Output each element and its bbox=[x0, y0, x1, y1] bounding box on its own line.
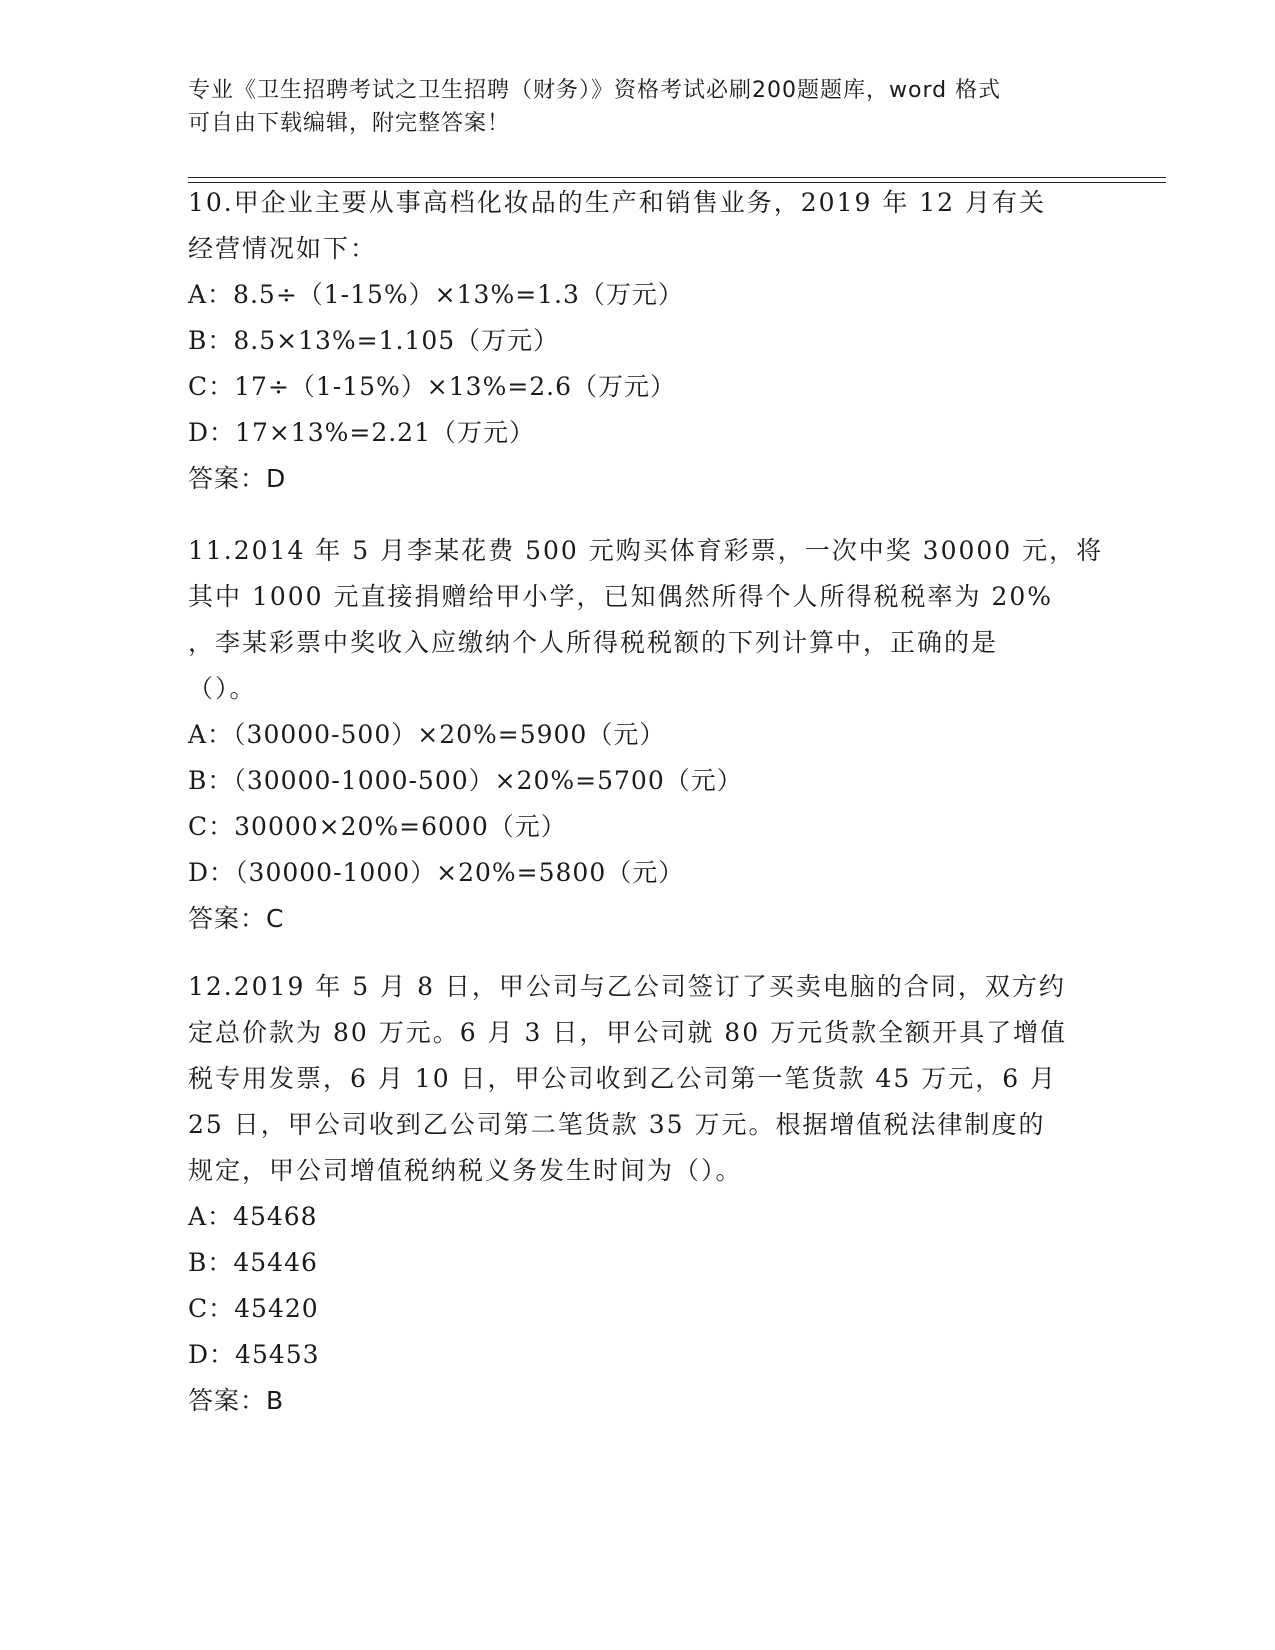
option-c: C：30000×20%=6000（元） bbox=[188, 812, 567, 841]
option-b: B：45446 bbox=[188, 1248, 318, 1277]
stem-line: 经营情况如下： bbox=[188, 234, 378, 263]
option-d: D：45453 bbox=[188, 1340, 320, 1369]
option-b: B：8.5×13%=1.105（万元） bbox=[188, 326, 560, 355]
stem-line: 税专用发票，6 月 10 日，甲公司收到乙公司第一笔货款 45 万元，6 月 bbox=[188, 1064, 1058, 1093]
stem-line: 规定，甲公司增值税纳税义务发生时间为（）。 bbox=[188, 1156, 743, 1185]
option-c: C：45420 bbox=[188, 1294, 319, 1323]
option-a: A：45468 bbox=[188, 1202, 318, 1231]
answer-key: 答案：C bbox=[188, 904, 285, 933]
option-b: B：（30000-1000-500）×20%=5700（元） bbox=[188, 766, 743, 795]
question-stem bbox=[188, 964, 1088, 1194]
option-d: D：17×13%=2.21（万元） bbox=[188, 418, 535, 447]
question-stem bbox=[188, 180, 1088, 272]
option-a: A：（30000-500）×20%=5900（元） bbox=[188, 720, 666, 749]
document-header bbox=[188, 74, 1068, 140]
option-c: C：17÷（1-15%）×13%=2.6（万元） bbox=[188, 372, 677, 401]
question-12 bbox=[188, 964, 1088, 1424]
stem-line: 25 日，甲公司收到乙公司第二笔货款 35 万元。根据增值税法律制度的 bbox=[188, 1110, 1046, 1139]
answer-key: 答案：D bbox=[188, 464, 287, 493]
stem-line: 10.甲企业主要从事高档化妆品的生产和销售业务，2019 年 12 月有关 bbox=[188, 188, 1047, 217]
header-title-line-1: 专业《卫生招聘考试之卫生招聘（财务）》资格考试必刷200题题库，word 格式 bbox=[188, 78, 1002, 103]
stem-line: ，李某彩票中奖收入应缴纳个人所得税税额的下列计算中，正确的是 bbox=[188, 628, 999, 657]
stem-line: 12.2019 年 5 月 8 日，甲公司与乙公司签订了买卖电脑的合同，双方约 bbox=[188, 972, 1066, 1001]
stem-line: 定总价款为 80 万元。6 月 3 日，甲公司就 80 万元货款全额开具了增值 bbox=[188, 1018, 1068, 1047]
question-10 bbox=[188, 180, 1088, 502]
option-a: A：8.5÷（1-15%）×13%=1.3（万元） bbox=[188, 280, 684, 309]
option-d: D：（30000-1000）×20%=5800（元） bbox=[188, 858, 685, 887]
stem-line: 其中 1000 元直接捐赠给甲小学，已知偶然所得个人所得税税率为 20% bbox=[188, 582, 1054, 611]
stem-line: 11.2014 年 5 月李某花费 500 元购买体育彩票，一次中奖 30000 元，将 bbox=[188, 536, 1104, 565]
header-divider-top bbox=[188, 177, 1166, 178]
question-11 bbox=[188, 528, 1104, 942]
header-title-line-2: 可自由下载编辑，附完整答案！ bbox=[188, 111, 511, 136]
question-stem bbox=[188, 528, 1104, 712]
stem-line: （）。 bbox=[188, 674, 257, 703]
answer-key: 答案：B bbox=[188, 1386, 285, 1415]
